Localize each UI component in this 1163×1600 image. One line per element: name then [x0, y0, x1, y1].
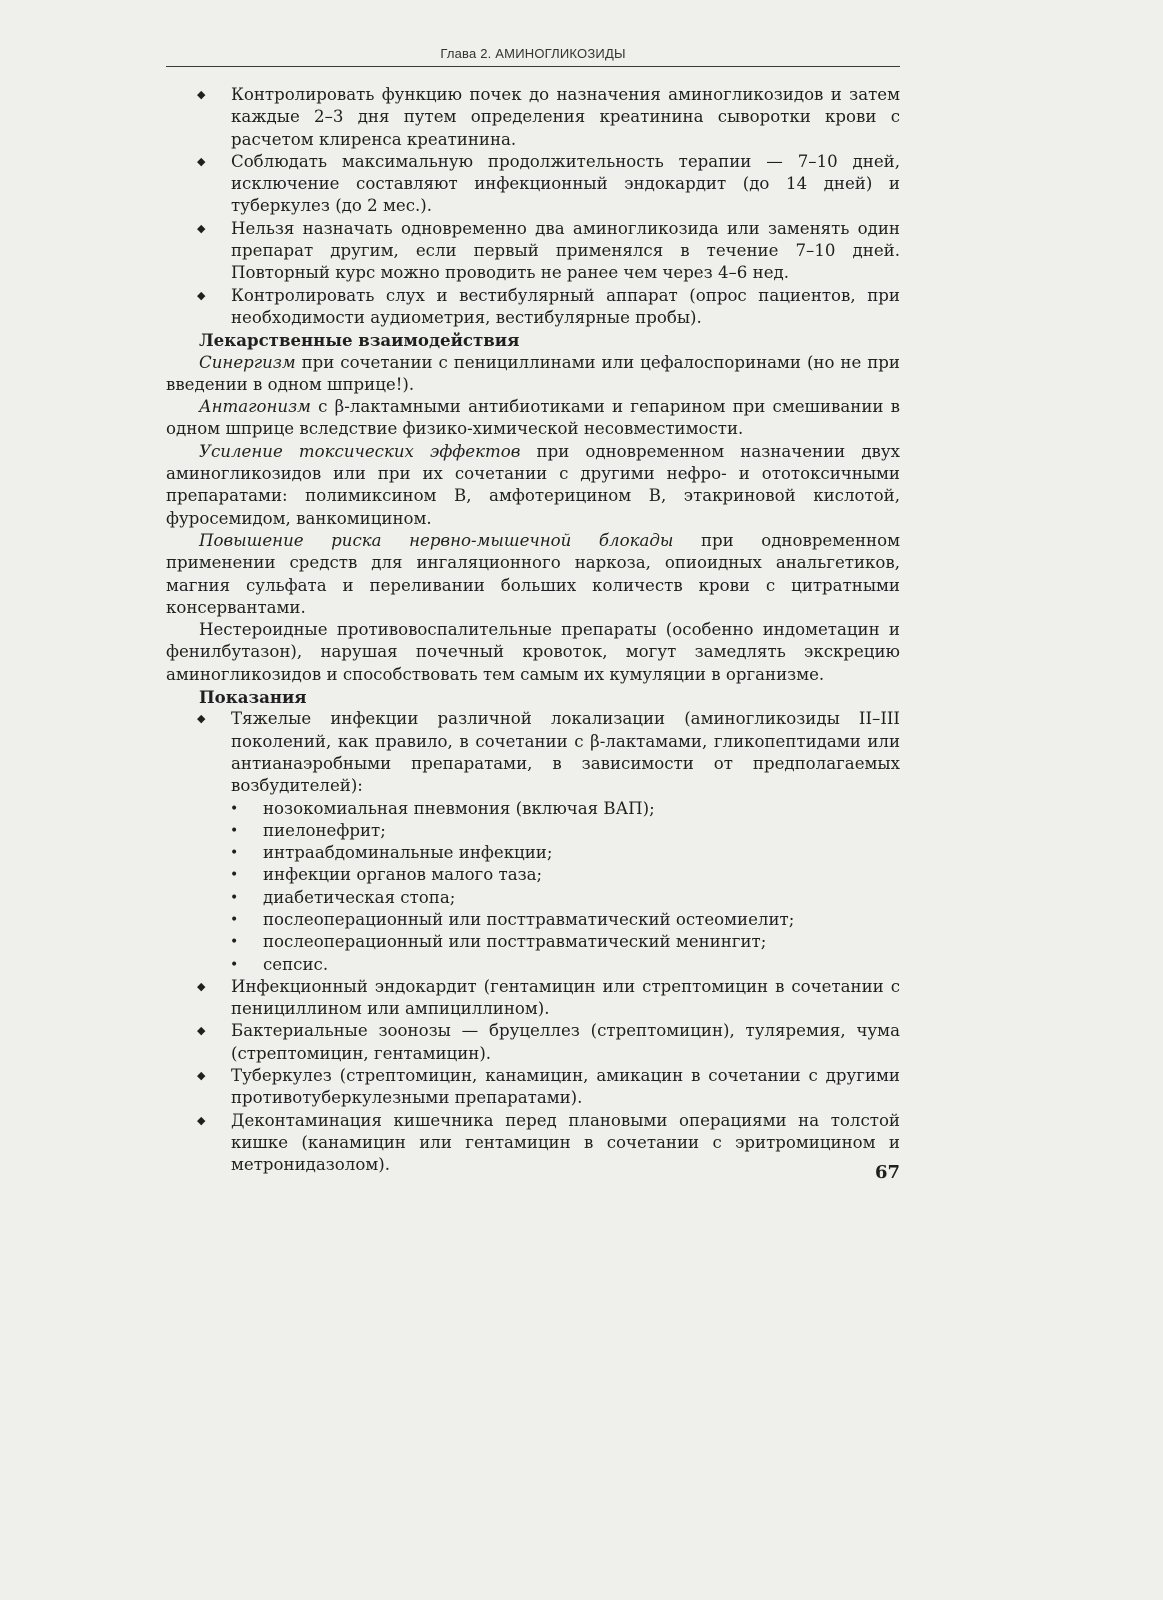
dot-bullet-icon: • — [230, 889, 239, 906]
bullet-icon: ◆ — [197, 979, 206, 993]
sub-list-item: • послеоперационный или посттравматический менингит; — [166, 931, 900, 953]
dot-bullet-icon: • — [230, 911, 239, 928]
dot-bullet-icon: • — [230, 822, 239, 839]
list-item: ◆ Деконтаминация кишечника перед плановыми операциями на толстой кишке (канамицин или гентамицин в сочетании с эритромицином и метронидазолом). — [197, 1110, 900, 1175]
list-item: ◆ Контролировать функцию почек до назначения аминогликозидов и затем каждые 2–3 дня путем определения креатинина сыворотки крови с расчетом клиренса креатинина. — [197, 85, 900, 149]
bullet-icon: ◆ — [197, 88, 206, 101]
sub-list-item: • нозокомиальная пневмония (включая ВАП); — [166, 798, 900, 820]
list-item: ◆ Туберкулез (стрептомицин, канамицин, амикацин в сочетании с другими противотуберкулезными препаратами). — [197, 1066, 900, 1108]
header-rule — [166, 66, 900, 67]
section-heading-interactions: Лекарственные взаимодействия — [199, 330, 520, 351]
paragraph-blockade: Повышение риска нервно-мышечной блокады при одновременном применении средств для ингаляционного наркоза, опиоидных анальгетиков, магния сульфата и переливании больших количеств крови с цитратными консервантами. — [166, 530, 900, 617]
list-item: ◆ Тяжелые инфекции различной локализации (аминогликозиды II–III поколений, как правило, в сочетании с β-лактамами, гликопептидами или антианаэробными препаратами, в зависимости от предполагаемых возбудителей): — [197, 709, 900, 796]
section-heading-indications: Показания — [199, 687, 307, 708]
bullet-icon: ◆ — [197, 1069, 206, 1083]
dot-bullet-icon: • — [230, 934, 239, 951]
bullet-icon: ◆ — [197, 712, 206, 726]
list-item: ◆ Соблюдать максимальную продолжительность терапии — 7–10 дней, исключение составляют инфекционный эндокардит (до 14 дней) и туберкулез (до 2 мес.). — [197, 151, 900, 216]
paragraph-nsaid: Нестероидные противовоспалительные препараты (особенно индометацин и фенилбутазон), нарушая почечный кровоток, могут замедлять экскрецию аминогликозидов и способствовать тем самым их кумуляции в организме. — [166, 620, 900, 684]
bullet-icon: ◆ — [197, 1113, 206, 1127]
bullet-icon: ◆ — [197, 221, 206, 235]
page-number: 67 — [874, 1162, 900, 1183]
term-blockade: Повышение риска нервно-мышечной блокады — [199, 530, 674, 550]
sub-list-item: • пиелонефрит; — [166, 820, 900, 842]
paragraph-toxicity: Усиление токсических эффектов при одновременном назначении двух аминогликозидов или при их сочетании с другими нефро- и ототоксичными препаратами: полимиксином В, амфотерицином В, этакриновой кислотой, фуросемидом, ванкомицином. — [166, 441, 901, 528]
term-toxicity: Усиление токсических эффектов — [199, 441, 521, 461]
paragraph-synergy: Синергизм при сочетании с пенициллинами или цефалоспоринами (но не при введении в одном шприце!). — [166, 352, 900, 394]
list-item: ◆ Контролировать слух и вестибулярный аппарат (опрос пациентов, при необходимости аудиометрия, вестибулярные пробы). — [197, 285, 900, 327]
dot-bullet-icon: • — [230, 956, 239, 973]
dot-bullet-icon: • — [230, 845, 239, 862]
list-item: ◆ Нельзя назначать одновременно два аминогликозида или заменять один препарат другим, если первый применялся в течение 7–10 дней. Повторный курс можно проводить не ранее чем через 4–6 нед. — [197, 218, 900, 283]
dot-bullet-icon: • — [230, 867, 239, 884]
bullet-icon: ◆ — [197, 154, 206, 168]
sub-list-item: • диабетическая стопа; — [166, 887, 900, 909]
sub-list-item: • интраабдоминальные инфекции; — [166, 842, 900, 864]
bullet-icon: ◆ — [197, 288, 206, 302]
sub-list-item: • послеоперационный или посттравматический остеомиелит; — [166, 909, 900, 931]
paragraph-antagonism: Антагонизм с β-лактамными антибиотиками и гепарином при смешивании в одном шприце вследствие физико-химической несовместимости. — [166, 397, 900, 439]
dot-bullet-icon: • — [230, 800, 239, 817]
sub-list-item: • сепсис. — [166, 954, 900, 976]
list-item: ◆ Инфекционный эндокардит (гентамицин или стрептомицин в сочетании с пенициллином или ампициллином). — [197, 976, 900, 1019]
bullet-icon: ◆ — [197, 1024, 206, 1038]
page-body — [166, 84, 900, 1177]
term-antagonism: Антагонизм — [199, 397, 311, 417]
running-head: Глава 2. АМИНОГЛИКОЗИДЫ — [440, 46, 626, 61]
list-item: ◆ Бактериальные зоонозы — бруцеллез (стрептомицин), туляремия, чума (стрептомицин, гентамицин). — [197, 1021, 900, 1063]
term-synergy: Синергизм — [199, 352, 296, 372]
sub-list-item: • инфекции органов малого таза; — [166, 864, 900, 886]
